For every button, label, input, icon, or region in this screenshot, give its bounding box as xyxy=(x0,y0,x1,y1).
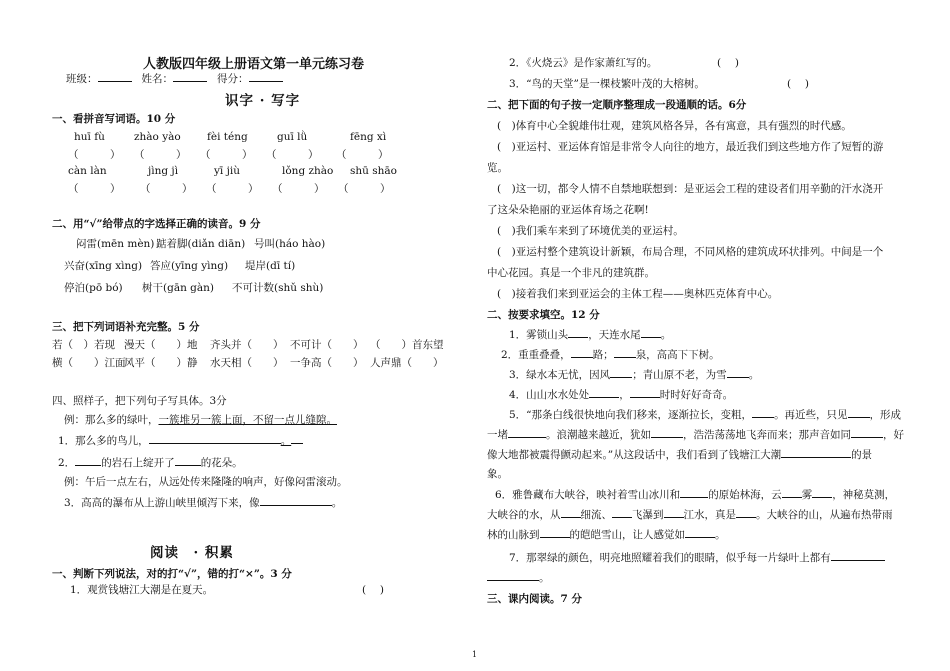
idiom-blank[interactable]: 水天相（ ） xyxy=(210,357,284,369)
reading-choice[interactable]: 停泊(pō bó) xyxy=(64,282,123,294)
reading-choice[interactable]: 号叫(háo hào) xyxy=(254,238,326,250)
q4-title: 四、照样子，把下列句子写具体。3分 xyxy=(52,395,227,407)
answer-paren[interactable]: （ ） xyxy=(68,183,121,195)
answer-line[interactable] xyxy=(175,454,201,466)
order-line: ( )亚运村、亚运体育馆是非常令人向往的地方，最近我们到这些地方作了短暂的游 xyxy=(497,141,884,153)
order-line: ( )亚运村整个建筑设计新颖，布局合理，不同风格的建筑成环状排列。中间是一个 xyxy=(497,246,884,258)
idiom-row-2 xyxy=(52,355,444,370)
fill-line-5a xyxy=(509,406,901,422)
text: 泉，高高下下树。 xyxy=(635,349,720,361)
fill-line-7a xyxy=(509,549,885,565)
idiom-blank[interactable]: 若（ ）若现 xyxy=(52,339,115,351)
fill-line-3 xyxy=(509,366,759,382)
blank[interactable] xyxy=(612,506,632,518)
example-prefix: 例：那么多的绿叶， xyxy=(64,414,159,426)
idiom-blank[interactable]: 漫天（ ）地 xyxy=(124,339,198,351)
blank[interactable] xyxy=(752,406,774,418)
judge-answer-3[interactable]: ( ) xyxy=(787,78,810,90)
text: 路； xyxy=(592,349,614,361)
blank[interactable] xyxy=(831,549,885,561)
blank[interactable] xyxy=(571,346,593,358)
reading-choice[interactable]: 兴奋(xīng xìng) xyxy=(64,260,143,272)
idiom-row-1 xyxy=(52,337,444,352)
reading-choice[interactable]: 树干(gān gàn) xyxy=(142,282,215,294)
text: ，浩浩荡荡地飞奔而来；那声音如同 xyxy=(683,429,851,441)
blank[interactable] xyxy=(508,426,546,438)
fill-line-5d: 象。 xyxy=(487,468,508,480)
reading-choice[interactable]: 闷雷(mēn mèn) xyxy=(76,238,155,250)
text: ；青山原不老，为雪 xyxy=(632,369,727,381)
text: ， xyxy=(619,389,630,401)
text: 时时好好奇奇。 xyxy=(659,389,734,401)
blank[interactable] xyxy=(685,526,715,538)
answer-paren[interactable]: （ ） xyxy=(272,183,325,195)
fill-line-4 xyxy=(509,386,733,402)
class-label: 班级： xyxy=(66,73,98,85)
idiom-blank[interactable]: 人声鼎（ ） xyxy=(370,357,444,369)
reading-choice[interactable]: 答应(yīng yìng) xyxy=(150,260,229,272)
fill-line-6a xyxy=(495,486,895,502)
blank[interactable] xyxy=(736,506,756,518)
idiom-blank[interactable]: （ ）首东望 xyxy=(370,339,444,351)
reading-title: 三、课内阅读。7 分 xyxy=(487,593,582,605)
text: 江水，真是 xyxy=(683,509,736,521)
student-info-line xyxy=(66,70,283,86)
text: 4．山山水水处处 xyxy=(509,389,590,401)
answer-paren[interactable]: （ ） xyxy=(206,183,259,195)
fill-line-7b xyxy=(487,569,550,585)
text: 飞瀑到 xyxy=(632,509,664,521)
sentence-end: 。 xyxy=(280,435,292,447)
class-blank[interactable] xyxy=(98,70,132,82)
q4-example xyxy=(64,412,337,427)
blank[interactable] xyxy=(540,526,570,538)
judge-item-2: 2．《火烧云》是作家萧红写的。 xyxy=(509,57,658,69)
pinyin-item: càn làn xyxy=(68,165,107,177)
text: 6．雅鲁藏布大峡谷，映衬着雪山冰川和 xyxy=(495,489,681,501)
idiom-blank[interactable]: 横（ ）江面 xyxy=(52,357,126,369)
blank[interactable] xyxy=(487,569,539,581)
answer-paren[interactable]: （ ） xyxy=(336,149,389,161)
q1-title: 一、看拼音写词语。10 分 xyxy=(52,113,176,125)
example-underlined: 一簇堆另一簇上面，不留一点儿缝隙。 xyxy=(158,414,337,426)
answer-line[interactable] xyxy=(149,432,281,444)
text: 。 xyxy=(715,529,726,541)
pinyin-item: zhào yào xyxy=(134,131,181,143)
reading-row-2 xyxy=(64,258,295,273)
text: 的原始林海，云 xyxy=(708,489,782,501)
reading-choice[interactable]: 不可计数(shǔ shù) xyxy=(232,282,324,294)
idiom-blank[interactable]: 不可计（ ） xyxy=(290,339,364,351)
answer-paren[interactable]: （ ） xyxy=(338,183,391,195)
idiom-blank[interactable]: 风平（ ）静 xyxy=(124,357,198,369)
text: ，好 xyxy=(883,429,904,441)
pinyin-row-2 xyxy=(68,165,397,177)
pinyin-item: jìng jì xyxy=(148,165,179,177)
score-blank[interactable] xyxy=(249,70,283,82)
judge-answer-1[interactable]: ( ) xyxy=(362,584,385,596)
blank[interactable] xyxy=(614,346,636,358)
order-line: ( )这一切，都令人情不自禁地联想到：是亚运会工程的建设者们用辛勤的汗水浇开 xyxy=(497,183,884,195)
text: 7．那翠绿的颜色，明亮地照耀着我们的眼睛，似乎每一片绿叶上都有 xyxy=(509,552,831,564)
blank[interactable] xyxy=(630,386,660,398)
q4-sentence-3 xyxy=(64,494,342,510)
fill-line-6b xyxy=(487,506,893,522)
name-blank[interactable] xyxy=(173,70,207,82)
answer-paren[interactable]: （ ） xyxy=(68,149,121,161)
sentence-number: 2． xyxy=(58,457,76,469)
blank[interactable] xyxy=(782,486,802,498)
answer-line[interactable] xyxy=(260,494,332,506)
text: ，神秘莫测， xyxy=(832,489,896,501)
answer-paren[interactable]: （ ） xyxy=(140,183,193,195)
pinyin-item: fēng xì xyxy=(350,131,387,143)
pinyin-item: fèi téng xyxy=(207,131,248,143)
blank[interactable] xyxy=(781,446,851,458)
text: 。大峡谷的山，从遍布热带雨 xyxy=(756,509,893,521)
blank[interactable] xyxy=(664,506,684,518)
text: 。再近些，只见 xyxy=(774,409,848,421)
text: 。浪潮越来越近，犹如 xyxy=(546,429,651,441)
section-heading-reading: 阅读 · 积累 xyxy=(150,545,234,561)
order-line: ( )体育中心全貌雄伟壮观，建筑风格各异，各有寓意，具有强烈的时代感。 xyxy=(497,120,852,132)
blank[interactable] xyxy=(851,426,883,438)
q4-sentence-2 xyxy=(58,454,243,470)
blank[interactable] xyxy=(561,506,581,518)
text: 的景 xyxy=(851,449,873,461)
text: 林的山脉到 xyxy=(487,529,540,541)
text: ，形成 xyxy=(869,409,902,421)
text: 。 xyxy=(539,572,550,584)
idiom-blank[interactable]: 齐头并（ ） xyxy=(210,339,284,351)
blank[interactable] xyxy=(680,486,708,498)
judge-item-1: 1．观赏钱塘江大潮是在夏天。 xyxy=(70,584,214,596)
fill-line-1 xyxy=(509,326,671,342)
blank[interactable] xyxy=(848,406,870,418)
reading-choice[interactable]: 踮着脚(diǎn diān) xyxy=(156,238,246,250)
order-line: ( )我们乘车来到了环境优美的亚运村。 xyxy=(497,225,684,237)
text: 1．雾锁山头 xyxy=(509,329,569,341)
text: 大峡谷的水，从 xyxy=(487,509,561,521)
text: 细流、 xyxy=(580,509,612,521)
blank[interactable] xyxy=(568,326,588,338)
answer-row-2 xyxy=(68,181,391,196)
order-line: 中心花园。真是一个非凡的建筑群。 xyxy=(487,267,655,279)
q3-title: 三、把下列词语补充完整。5 分 xyxy=(52,321,200,333)
pinyin-item: yī jiù xyxy=(214,165,241,177)
sentence-end: 的花朵。 xyxy=(200,457,243,469)
text: 一堵 xyxy=(487,429,508,441)
fill-title: 二、按要求填空。12 分 xyxy=(487,309,600,321)
answer-paren[interactable]: （ ） xyxy=(200,149,253,161)
page-number: 1 xyxy=(472,650,478,659)
text: 雾 xyxy=(801,489,813,501)
q4-example-2: 例：午后一点左右，从远处传来隆隆的响声，好像闷雷滚动。 xyxy=(64,476,348,488)
text: 2．重重叠叠， xyxy=(501,349,571,361)
exam-title: 人教版四年级上册语文第一单元练习卷 xyxy=(143,57,365,72)
sentence-middle: 的岩石上绽开了 xyxy=(101,457,175,469)
blank[interactable] xyxy=(641,326,661,338)
pinyin-row-1 xyxy=(74,131,386,143)
text: 的皑皑雪山，让人感觉如 xyxy=(569,529,685,541)
judge-answer-2[interactable]: ( ) xyxy=(717,57,740,69)
pinyin-item: guī lǜ xyxy=(277,131,308,143)
text: 像大地都被震得颤动起来。”从这段话中，我们看到了钱塘江大潮 xyxy=(487,449,782,461)
q4-sentence-1 xyxy=(58,432,303,448)
blank[interactable] xyxy=(812,486,832,498)
pinyin-item: lǒng zhào xyxy=(282,165,334,177)
idiom-blank[interactable]: 一争高（ ） xyxy=(290,357,364,369)
reading-row-3 xyxy=(64,280,323,295)
text: 5．“那条白线很快地向我们移来，逐渐拉长，变粗， xyxy=(509,409,753,421)
order-line: ( )接着我们来到亚运会的主体工程——奥林匹克体育中心。 xyxy=(497,288,779,300)
reading-choice[interactable]: 堤岸(dī tí) xyxy=(245,260,296,272)
answer-paren[interactable]: （ ） xyxy=(134,149,187,161)
pinyin-item: huī fù xyxy=(74,131,105,143)
answer-paren[interactable]: （ ） xyxy=(266,149,319,161)
fill-line-5b xyxy=(487,426,904,442)
blank[interactable] xyxy=(610,366,632,378)
order-title: 二、把下面的句子按一定顺序整理成一段通顺的话。6分 xyxy=(487,99,747,111)
sentence-prefix: 3．高高的瀑布从上游山峡里倾泻下来，像 xyxy=(64,497,260,509)
fill-line-6c xyxy=(487,526,726,542)
text: 。 xyxy=(660,329,672,341)
judge-title: 一、判断下列说法，对的打“√”，错的打“×”。3 分 xyxy=(52,568,292,580)
name-label: 姓名： xyxy=(141,73,174,85)
pinyin-item: shū shāo xyxy=(350,165,397,177)
order-line: 览。 xyxy=(487,162,508,174)
answer-line-tail xyxy=(291,432,303,444)
judge-item-3: 3．“鸟的天堂”是一棵枝繁叶茂的大榕树。 xyxy=(509,78,705,90)
score-label: 得分： xyxy=(217,73,249,85)
blank[interactable] xyxy=(727,366,749,378)
order-line: 了这朵朵艳丽的亚运体育场之花啊! xyxy=(487,204,649,216)
blank[interactable] xyxy=(651,426,683,438)
text: ，天连水尾 xyxy=(588,329,641,341)
blank[interactable] xyxy=(589,386,619,398)
reading-row-1 xyxy=(76,236,325,251)
fill-line-5c xyxy=(487,446,872,462)
section-heading-literacy: 识字 · 写字 xyxy=(225,93,301,109)
answer-line[interactable] xyxy=(75,454,101,466)
sentence-prefix: 1．那么多的鸟儿， xyxy=(58,435,149,447)
q2-title: 二、用“√”给带点的字选择正确的读音。9 分 xyxy=(52,218,261,230)
fill-line-2 xyxy=(501,346,720,362)
sentence-end: 。 xyxy=(331,497,343,509)
text: 3．绿水本无忧，因风 xyxy=(509,369,611,381)
answer-row-1 xyxy=(68,147,389,162)
text: 。 xyxy=(748,369,760,381)
